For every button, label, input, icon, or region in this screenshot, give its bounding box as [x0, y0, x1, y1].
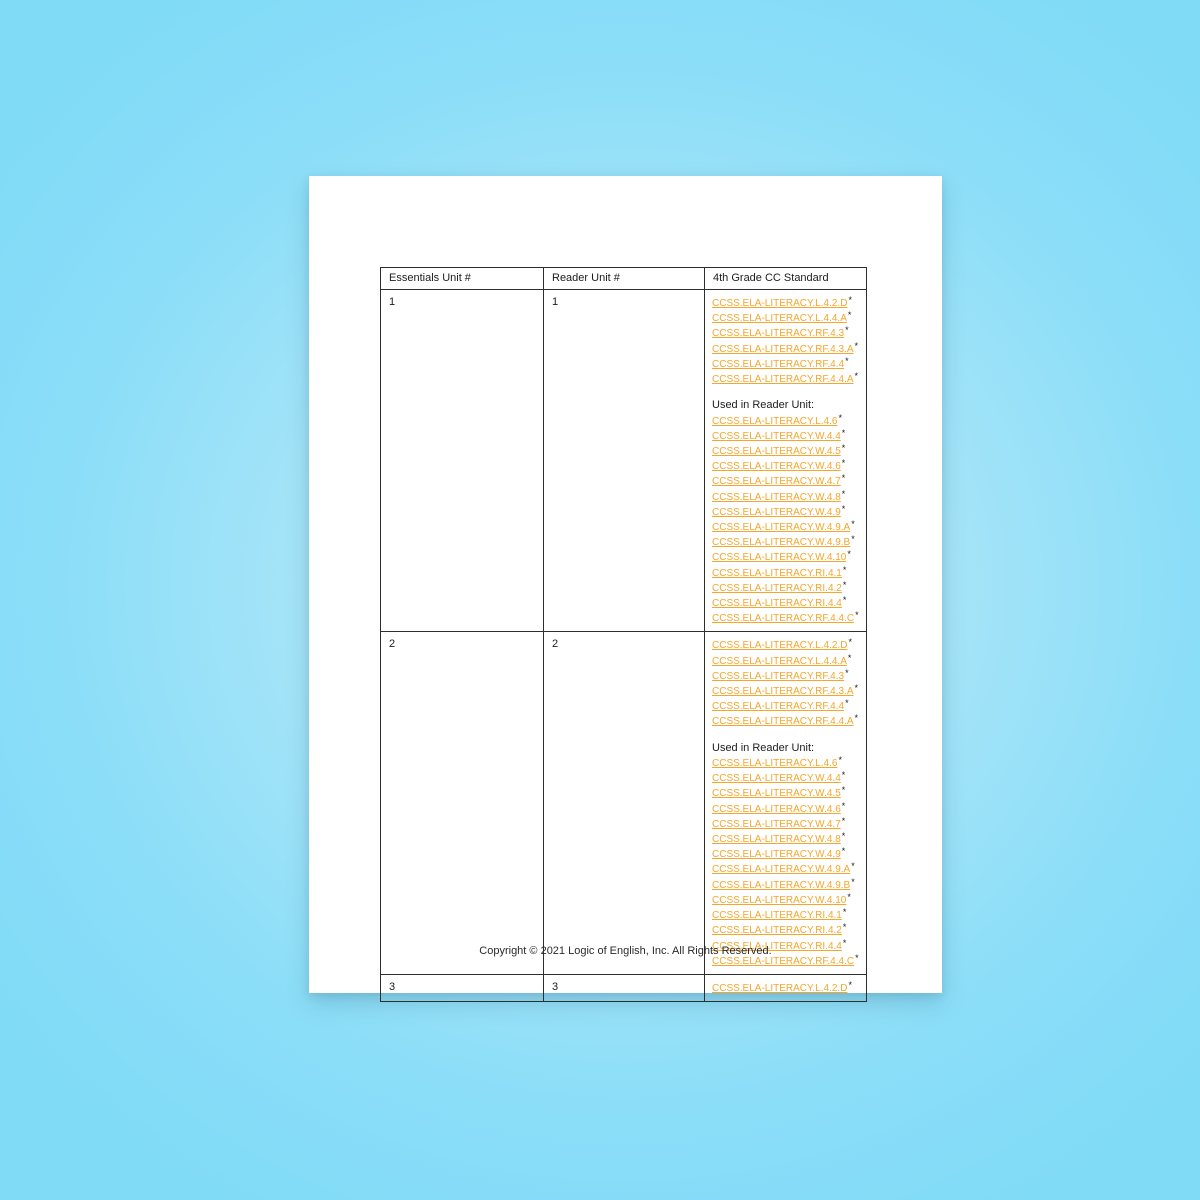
cc-standards-cell — [705, 290, 867, 632]
standard-line — [712, 295, 859, 310]
asterisk-marker: * — [838, 412, 842, 423]
standard-line — [712, 371, 859, 386]
essentials-unit-cell: 2 — [381, 632, 544, 974]
table-row — [381, 290, 867, 632]
asterisk-marker: * — [847, 652, 852, 663]
asterisk-marker: * — [854, 371, 859, 382]
asterisk-marker: * — [842, 937, 847, 948]
standard-line — [712, 785, 859, 800]
table-body — [381, 290, 867, 1002]
standard-line — [712, 341, 859, 356]
asterisk-marker: * — [851, 861, 855, 872]
standard-line — [712, 846, 859, 861]
asterisk-marker: * — [842, 579, 847, 590]
standard-link[interactable]: CCSS.ELA-LITERACY.RF.4.4.C — [712, 955, 855, 967]
asterisk-marker: * — [841, 488, 846, 499]
asterisk-marker: * — [841, 846, 846, 857]
standard-line — [712, 595, 859, 610]
reader-unit-cell: 3 — [544, 974, 705, 1001]
standard-link[interactable]: CCSS.ELA-LITERACY.RF.4.3 — [712, 670, 845, 682]
standard-link[interactable]: CCSS.ELA-LITERACY.RI.4.4 — [712, 940, 842, 952]
essentials-unit-cell: 3 — [381, 974, 544, 1001]
standard-line — [712, 504, 859, 519]
asterisk-marker: * — [848, 295, 852, 305]
standard-link[interactable]: CCSS.ELA-LITERACY.W.4.4 — [712, 773, 841, 785]
standard-line — [712, 770, 859, 785]
asterisk-marker: * — [847, 549, 851, 560]
standard-link[interactable]: CCSS.ELA-LITERACY.W.4.7 — [712, 476, 841, 488]
standard-line — [712, 668, 859, 683]
asterisk-marker: * — [841, 473, 846, 484]
standard-line — [712, 310, 859, 325]
asterisk-marker: * — [851, 534, 855, 545]
standard-link[interactable]: CCSS.ELA-LITERACY.RF.4.4 — [712, 358, 845, 370]
standard-link[interactable]: CCSS.ELA-LITERACY.W.4.10 — [712, 894, 847, 906]
asterisk-marker: * — [854, 713, 859, 724]
standard-link[interactable]: CCSS.ELA-LITERACY.W.4.8 — [712, 491, 841, 503]
asterisk-marker: * — [848, 637, 852, 648]
standard-link[interactable]: CCSS.ELA-LITERACY.RI.4.2 — [712, 582, 842, 594]
standard-link[interactable]: CCSS.ELA-LITERACY.W.4.5 — [712, 446, 841, 458]
standard-line — [712, 877, 859, 892]
standard-line — [712, 653, 859, 668]
header-cc-standard: 4th Grade CC Standard — [705, 268, 867, 290]
standard-link[interactable]: CCSS.ELA-LITERACY.W.4.10 — [712, 552, 847, 564]
standard-link[interactable]: CCSS.ELA-LITERACY.RF.4.4.C — [712, 613, 855, 625]
asterisk-marker: * — [845, 355, 849, 366]
asterisk-marker: * — [841, 800, 846, 811]
standard-link[interactable]: CCSS.ELA-LITERACY.RI.4.2 — [712, 925, 842, 937]
standard-line — [712, 907, 859, 922]
copyright-text: Copyright © 2021 Logic of English, Inc. All Rights Reserved. — [479, 945, 772, 957]
table-header-row — [381, 268, 867, 290]
asterisk-marker: * — [855, 952, 859, 963]
standard-line — [712, 534, 859, 549]
standard-link[interactable]: CCSS.ELA-LITERACY.W.4.7 — [712, 818, 841, 830]
standard-line — [712, 755, 859, 770]
asterisk-marker: * — [854, 340, 859, 351]
asterisk-marker: * — [848, 979, 852, 990]
standard-line — [712, 831, 859, 846]
asterisk-marker: * — [841, 427, 846, 438]
standard-line — [712, 637, 859, 652]
asterisk-marker: * — [851, 519, 855, 530]
standard-line — [712, 356, 859, 371]
asterisk-marker: * — [842, 564, 847, 575]
standard-link[interactable]: CCSS.ELA-LITERACY.RF.4.3.A — [712, 343, 854, 355]
asterisk-marker: * — [854, 683, 859, 694]
standard-line — [712, 519, 859, 534]
asterisk-marker: * — [845, 325, 849, 336]
standard-link[interactable]: CCSS.ELA-LITERACY.W.4.9.A — [712, 864, 851, 876]
asterisk-marker: * — [845, 667, 849, 678]
standard-line — [712, 801, 859, 816]
standard-link[interactable]: CCSS.ELA-LITERACY.RF.4.4.A — [712, 716, 854, 728]
cc-standards-cell — [705, 974, 867, 1001]
standard-line — [712, 816, 859, 831]
header-essentials-unit: Essentials Unit # — [381, 268, 544, 290]
standard-line — [712, 580, 859, 595]
asterisk-marker: * — [838, 755, 842, 766]
asterisk-marker: * — [842, 595, 847, 606]
essentials-unit-cell: 1 — [381, 290, 544, 632]
asterisk-marker: * — [841, 785, 846, 796]
standard-link[interactable]: CCSS.ELA-LITERACY.W.4.9.B — [712, 879, 851, 891]
standard-link[interactable]: CCSS.ELA-LITERACY.L.4.2.D — [712, 982, 848, 994]
standard-line — [712, 713, 859, 728]
standard-line — [712, 458, 859, 473]
reader-unit-cell: 2 — [544, 632, 705, 974]
used-in-reader-unit-label: Used in Reader Unit: — [712, 399, 815, 412]
standard-link[interactable]: CCSS.ELA-LITERACY.W.4.9.A — [712, 522, 851, 534]
reader-unit-cell: 1 — [544, 290, 705, 632]
asterisk-marker: * — [841, 831, 846, 842]
standard-line — [712, 698, 859, 713]
standard-link[interactable]: CCSS.ELA-LITERACY.L.4.6 — [712, 758, 838, 770]
asterisk-marker: * — [841, 815, 846, 826]
asterisk-marker: * — [841, 443, 846, 454]
cc-standards-cell — [705, 632, 867, 974]
asterisk-marker: * — [841, 770, 846, 781]
table-row — [381, 974, 867, 1001]
asterisk-marker: * — [845, 698, 849, 709]
standard-link[interactable]: CCSS.ELA-LITERACY.L.4.6 — [712, 415, 838, 427]
standard-link[interactable]: CCSS.ELA-LITERACY.W.4.5 — [712, 788, 841, 800]
standard-link[interactable]: CCSS.ELA-LITERACY.RF.4.4.A — [712, 374, 854, 386]
standard-link[interactable]: CCSS.ELA-LITERACY.W.4.6 — [712, 803, 841, 815]
standard-line — [712, 861, 859, 876]
standard-link[interactable]: CCSS.ELA-LITERACY.W.4.6 — [712, 461, 841, 473]
standard-line — [712, 325, 859, 340]
asterisk-marker: * — [841, 458, 846, 469]
standard-line — [712, 922, 859, 937]
document-page — [309, 176, 942, 993]
standard-link[interactable]: CCSS.ELA-LITERACY.W.4.9 — [712, 506, 841, 518]
standard-line — [712, 892, 859, 907]
standard-link[interactable]: CCSS.ELA-LITERACY.L.4.2.D — [712, 640, 848, 652]
standard-link[interactable]: CCSS.ELA-LITERACY.L.4.2.D — [712, 298, 848, 309]
standard-line — [712, 428, 859, 443]
standard-link[interactable]: CCSS.ELA-LITERACY.RI.4.1 — [712, 910, 842, 922]
standard-line — [712, 413, 859, 428]
asterisk-marker: * — [851, 876, 855, 887]
used-in-reader-unit-label: Used in Reader Unit: — [712, 741, 815, 754]
asterisk-marker: * — [841, 503, 846, 514]
standard-link[interactable]: CCSS.ELA-LITERACY.L.4.4.A — [712, 655, 847, 667]
standard-link[interactable]: CCSS.ELA-LITERACY.RI.4.4 — [712, 598, 842, 610]
asterisk-marker: * — [847, 310, 852, 321]
header-reader-unit: Reader Unit # — [544, 268, 705, 290]
standard-link[interactable]: CCSS.ELA-LITERACY.RI.4.1 — [712, 567, 842, 579]
standard-line — [712, 610, 859, 625]
spacer-line — [712, 729, 859, 742]
standard-link[interactable]: CCSS.ELA-LITERACY.RF.4.4 — [712, 701, 845, 713]
standard-line — [712, 565, 859, 580]
standards-table — [380, 267, 867, 1002]
spacer-line — [712, 386, 859, 399]
standard-line — [712, 473, 859, 488]
standard-link[interactable]: CCSS.ELA-LITERACY.W.4.4 — [712, 430, 841, 442]
standard-link[interactable]: CCSS.ELA-LITERACY.W.4.8 — [712, 834, 841, 846]
standard-line — [712, 980, 859, 995]
asterisk-marker: * — [847, 891, 851, 902]
asterisk-marker: * — [842, 907, 847, 918]
standard-line — [712, 489, 859, 504]
table-row — [381, 632, 867, 974]
asterisk-marker: * — [855, 610, 859, 621]
standard-line — [712, 549, 859, 564]
standard-link[interactable]: CCSS.ELA-LITERACY.W.4.9 — [712, 849, 841, 861]
standard-link[interactable]: CCSS.ELA-LITERACY.RF.4.3 — [712, 328, 845, 340]
standard-link[interactable]: CCSS.ELA-LITERACY.L.4.4.A — [712, 313, 847, 325]
asterisk-marker: * — [842, 922, 847, 933]
standard-line — [712, 443, 859, 458]
standard-line — [712, 683, 859, 698]
standard-link[interactable]: CCSS.ELA-LITERACY.W.4.9.B — [712, 537, 851, 549]
standard-link[interactable]: CCSS.ELA-LITERACY.RF.4.3.A — [712, 686, 854, 698]
